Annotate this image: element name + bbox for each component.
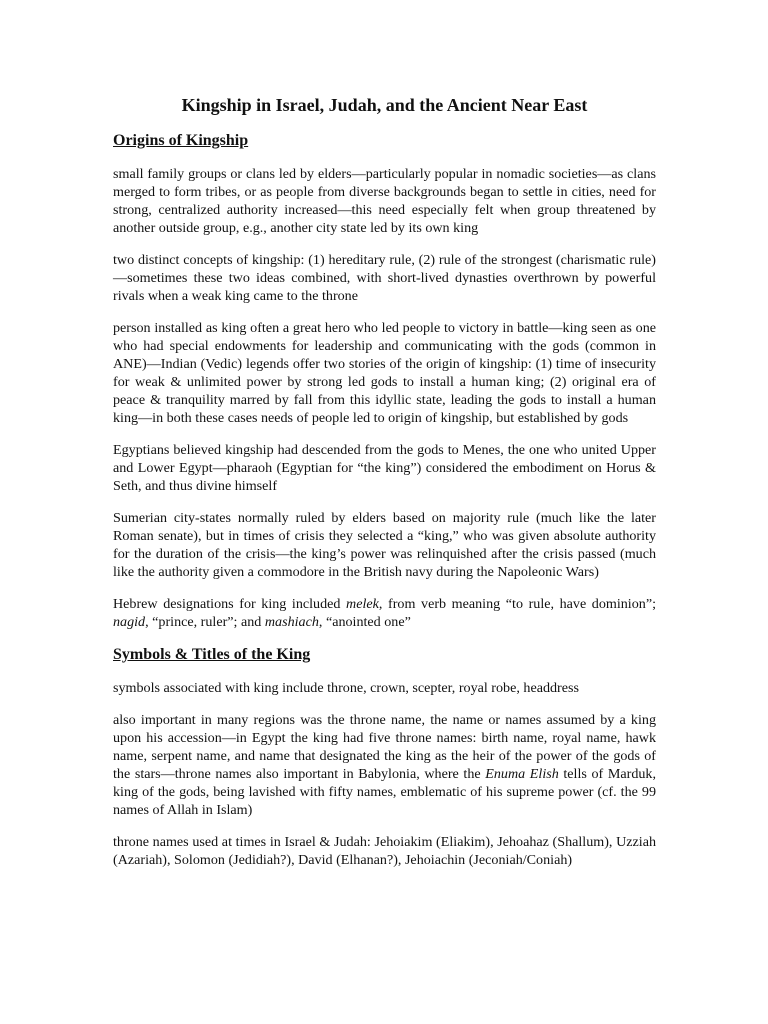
paragraph-throne-names-israel: throne names used at times in Israel & Judah: Jehoiakim (Eliakim), Jehoahaz (Shallum), Uzziah (Azariah), Solomon (Jedidiah?), David (Elhanan?), Jehoiachin (Jeconiah/Coniah) <box>113 834 656 868</box>
paragraph-hero-king: person installed as king often a great hero who led people to victory in battle—king seen as one who had special endowments for leadership and communicating with the gods (common in ANE)—Indian (Vedic) legends offer two stories of the origin of kingship: (1) time of insecurity for weak & unlimited power by strong led gods to install a human king; (2) original era of peace & tranquility marred by fall from this idyllic state, leading the gods to install a human king—in both these cases needs of people led to origin of kingship, but established by gods <box>113 320 656 426</box>
document-page <box>113 94 656 883</box>
document-title: Kingship in Israel, Judah, and the Ancient Near East <box>181 95 588 115</box>
text-run: also important in many regions was the throne name, the name or names assumed by a king upon his accession—in Egypt the king had five throne names: birth name, royal name, hawk name, serpent name, and name that designated the king as the heir of the power of the gods of the stars—throne names also important in Babylonia, where the <box>113 712 656 782</box>
text-run: , “anointed one” <box>318 614 411 630</box>
text-run: , “prince, ruler”; and <box>145 614 265 630</box>
text-run: tells of Marduk, king of the gods, being lavished with fifty names, emblematic of his supreme power (cf. the 99 names of Allah in Islam) <box>113 766 656 818</box>
paragraph-sumerian: Sumerian city-states normally ruled by elders based on majority rule (much like the later Roman senate), but in times of crisis they selected a “king,” who was given absolute authority for the duration of the crisis—the king’s power was relinquished after the crisis passed (much like the authority given a commodore in the British navy during the Napoleonic Wars) <box>113 510 656 580</box>
paragraph-symbols: symbols associated with king include throne, crown, scepter, royal robe, headdress <box>113 680 579 696</box>
term-mashiach: mashiach <box>264 614 319 630</box>
paragraph-hebrew-designations <box>113 595 656 631</box>
text-run: Hebrew designations for king included <box>113 596 347 612</box>
term-enuma-elish: Enuma Elish <box>485 766 559 782</box>
section-heading-symbols: Symbols & Titles of the King <box>113 646 311 663</box>
paragraph-egyptians: Egyptians believed kingship had descended from the gods to Menes, the one who united Upper and Lower Egypt—pharaoh (Egyptian for “the king”) considered the embodiment on Horus & Seth, and thus divine himself <box>113 442 656 494</box>
paragraph-throne-name <box>113 711 656 819</box>
section-heading-origins: Origins of Kingship <box>113 132 249 149</box>
term-melek: melek <box>346 596 379 612</box>
term-nagid: nagid <box>113 614 146 630</box>
text-run: , from verb meaning “to rule, have dominion”; <box>378 596 656 612</box>
paragraph-clans: small family groups or clans led by elders—particularly popular in nomadic societies—as clans merged to form tribes, or as people from diverse backgrounds began to settle in cities, need for strong, centralized authority increased—this need especially felt when group threatened by another outside group, e.g., another city state led by its own king <box>113 166 656 236</box>
paragraph-concepts: two distinct concepts of kingship: (1) hereditary rule, (2) rule of the strongest (charismatic rule)—sometimes these two ideas combined, with short-lived dynasties overthrown by powerful rivals when a weak king came to the throne <box>113 252 656 304</box>
